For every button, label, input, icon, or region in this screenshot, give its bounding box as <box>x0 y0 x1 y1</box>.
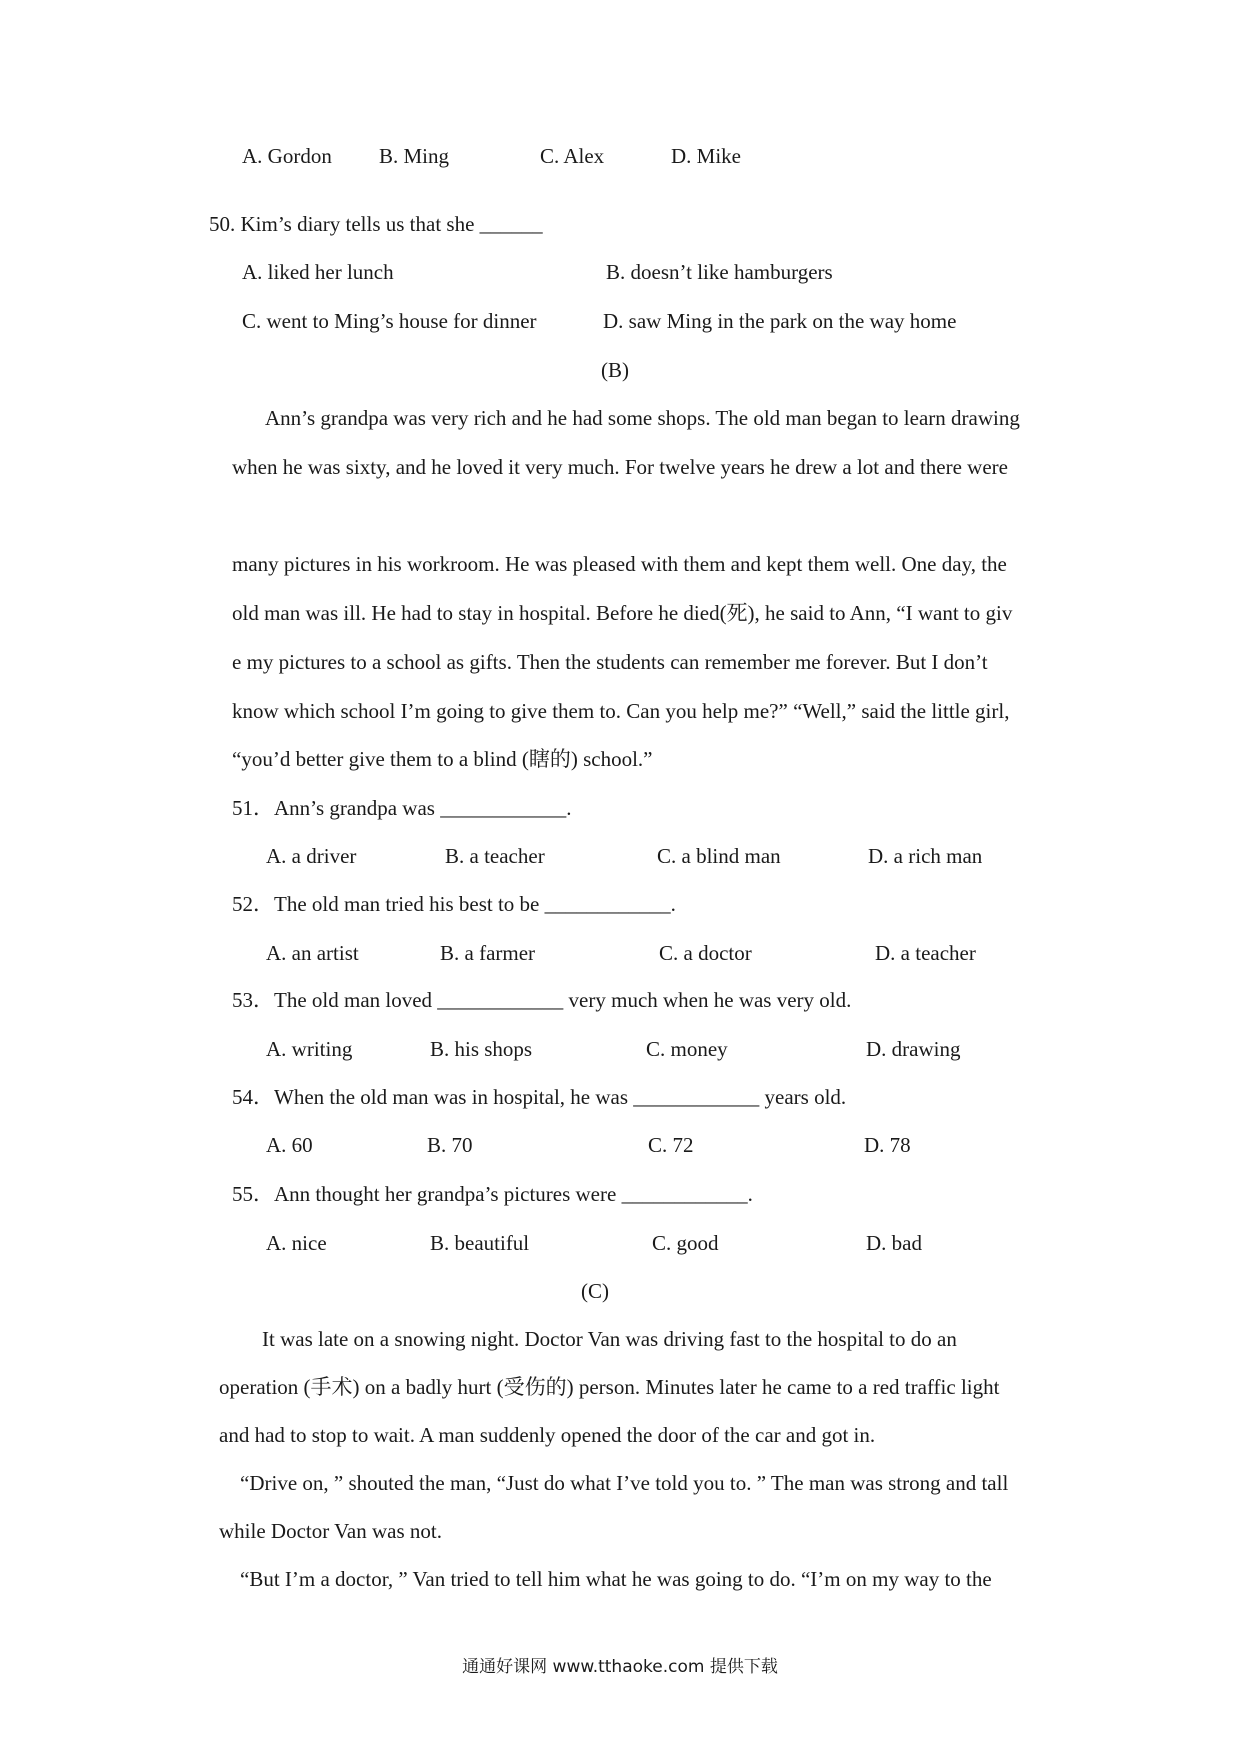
section-b-line-3: many pictures in his workroom. He was pleased with them and kept them well. One day, the <box>232 552 1007 576</box>
q54-option-b: B. 70 <box>427 1133 473 1157</box>
q55-option-c: C. good <box>652 1231 719 1255</box>
q55-options <box>0 1229 1240 1257</box>
q52-stem: 52．The old man tried his best to be ____________. <box>232 892 676 916</box>
q50-option-a: A. liked her lunch <box>242 260 394 284</box>
q51-option-a: A. a driver <box>266 844 357 868</box>
q51-stem: 51．Ann’s grandpa was ____________. <box>232 796 572 820</box>
section-b-heading: (B) <box>601 358 629 382</box>
q53-option-b: B. his shops <box>430 1037 533 1061</box>
page-footer: 通通好课网 www.tthaoke.com 提供下载 <box>462 1657 778 1677</box>
q55-option-a: A. nice <box>266 1231 327 1255</box>
q51-option-c: C. a blind man <box>657 844 781 868</box>
q53-option-a: A. writing <box>266 1037 353 1061</box>
q50-option-d: D. saw Ming in the park on the way home <box>603 309 957 333</box>
q51-options <box>0 842 1240 870</box>
q49-option-c: C. Alex <box>540 144 605 168</box>
q53-stem: 53．The old man loved ____________ very much when he was very old. <box>232 988 852 1012</box>
q49-option-a: A. Gordon <box>242 144 332 168</box>
q52-option-d: D. a teacher <box>875 941 976 965</box>
q53-option-d: D. drawing <box>866 1037 961 1061</box>
q53-options <box>0 1035 1240 1063</box>
section-b-line-2: when he was sixty, and he loved it very much. For twelve years he drew a lot and there were <box>232 455 1008 479</box>
q50-stem: 50. Kim’s diary tells us that she ______ <box>209 212 543 236</box>
section-c-line-6: “But I’m a doctor, ” Van tried to tell him what he was going to do. “I’m on my way to the <box>240 1567 992 1591</box>
q53-option-c: C. money <box>646 1037 728 1061</box>
section-c-line-3: and had to stop to wait. A man suddenly opened the door of the car and got in. <box>219 1423 876 1447</box>
section-b-line-7: “you’d better give them to a blind (瞎的) school.” <box>232 747 653 771</box>
q52-option-c: C. a doctor <box>659 941 752 965</box>
section-c-line-5: while Doctor Van was not. <box>219 1519 442 1543</box>
q50-options-row2 <box>0 307 1240 335</box>
q49-option-d: D. Mike <box>671 144 741 168</box>
section-c-line-1: It was late on a snowing night. Doctor Van was driving fast to the hospital to do an <box>262 1327 957 1351</box>
q51-option-b: B. a teacher <box>445 844 545 868</box>
section-b-line-5: e my pictures to a school as gifts. Then the students can remember me forever. But I don’t <box>232 650 988 674</box>
section-b-line-4: old man was ill. He had to stay in hospital. Before he died(死), he said to Ann, “I want to giv <box>232 601 1013 625</box>
q51-option-d: D. a rich man <box>868 844 983 868</box>
q54-option-c: C. 72 <box>648 1133 694 1157</box>
q52-option-b: B. a farmer <box>440 941 536 965</box>
section-b-line-6: know which school I’m going to give them to. Can you help me?” “Well,” said the little girl, <box>232 699 1010 723</box>
q55-option-b: B. beautiful <box>430 1231 530 1255</box>
q54-stem: 54．When the old man was in hospital, he was ____________ years old. <box>232 1085 847 1109</box>
section-c-line-2: operation (手术) on a badly hurt (受伤的) person. Minutes later he came to a red traffic light <box>219 1375 1000 1399</box>
q52-option-a: A. an artist <box>266 941 359 965</box>
q49-options <box>0 142 1240 170</box>
q54-options <box>0 1131 1240 1159</box>
q49-option-b: B. Ming <box>379 144 450 168</box>
section-b-line-1: Ann’s grandpa was very rich and he had some shops. The old man began to learn drawing <box>265 406 1020 430</box>
q50-option-c: C. went to Ming’s house for dinner <box>242 309 537 333</box>
q52-options <box>0 939 1240 967</box>
section-c-heading: (C) <box>581 1279 609 1303</box>
q55-option-d: D. bad <box>866 1231 922 1255</box>
q54-option-a: A. 60 <box>266 1133 313 1157</box>
section-c-line-4: “Drive on, ” shouted the man, “Just do what I’ve told you to. ” The man was strong and tall <box>240 1471 1009 1495</box>
q55-stem: 55．Ann thought her grandpa’s pictures were ____________. <box>232 1182 753 1206</box>
q50-option-b: B. doesn’t like hamburgers <box>606 260 833 284</box>
q50-options-row1 <box>0 258 1240 286</box>
q54-option-d: D. 78 <box>864 1133 911 1157</box>
